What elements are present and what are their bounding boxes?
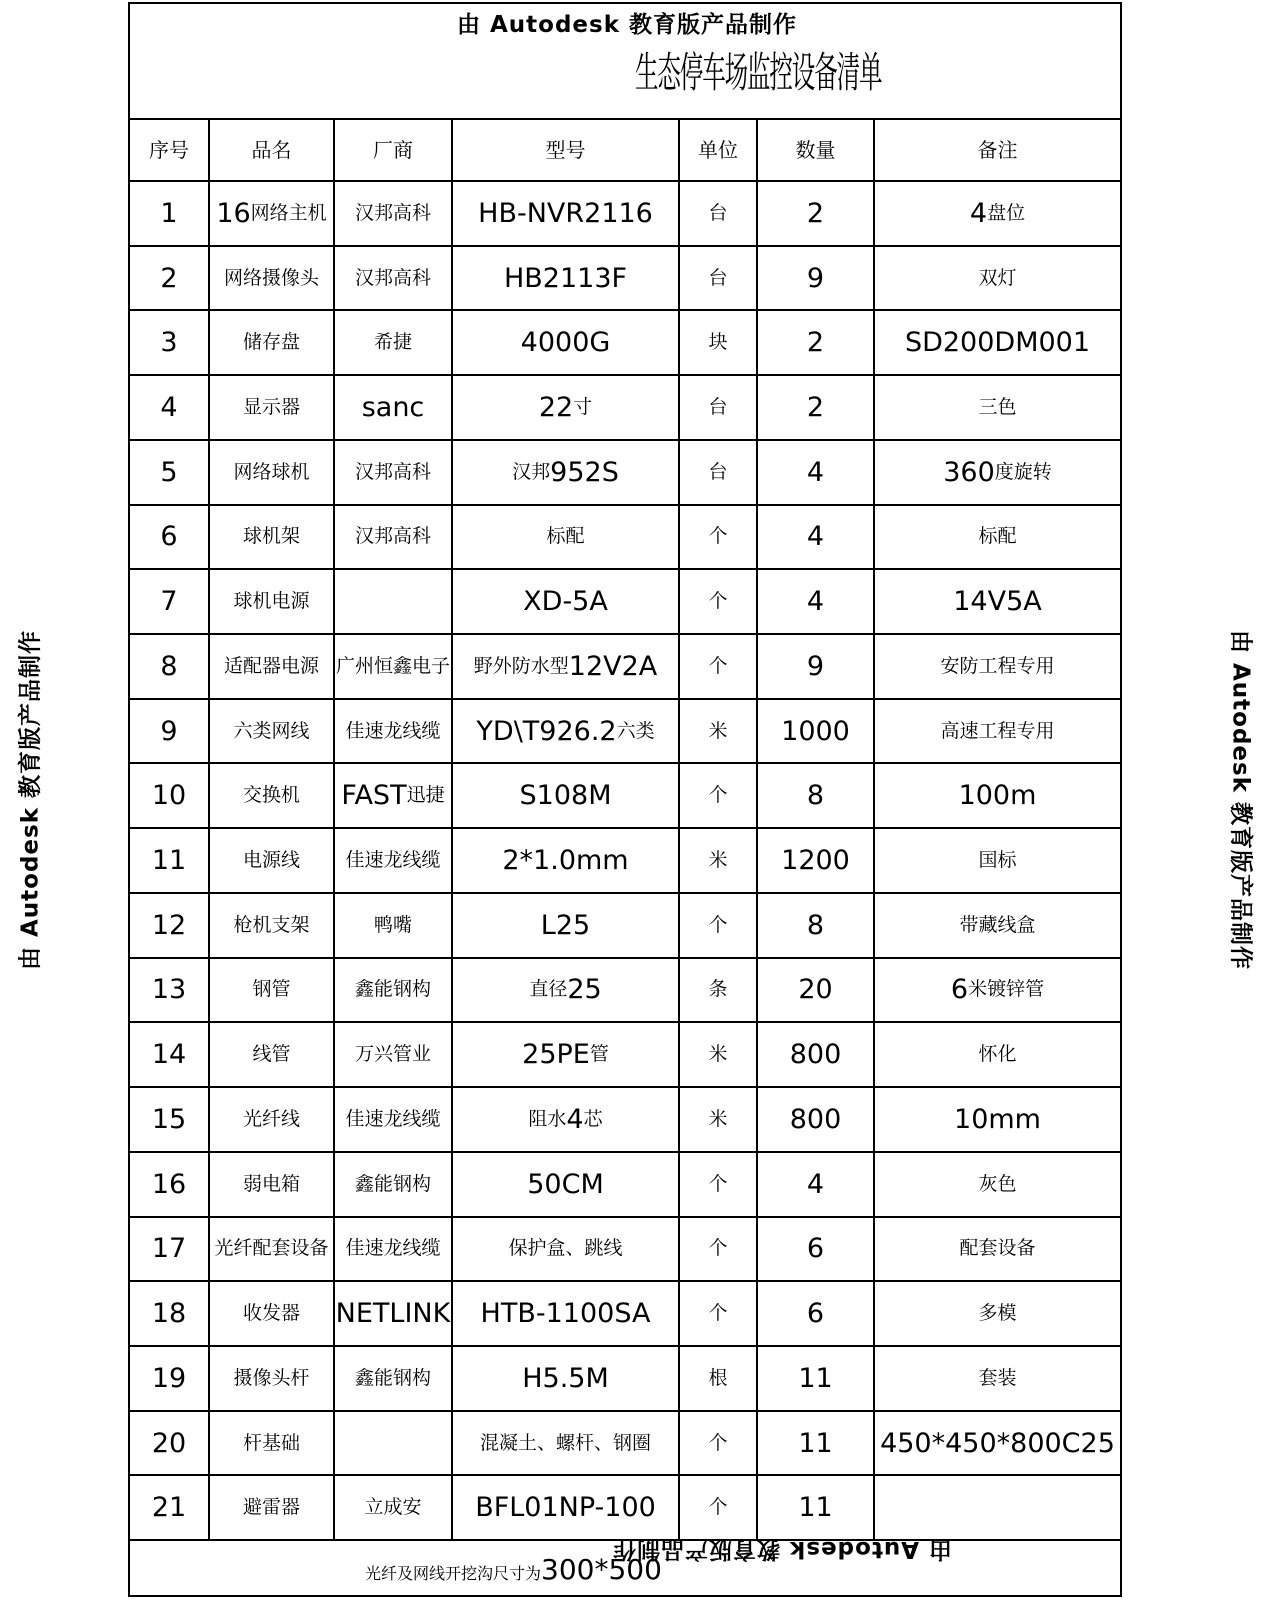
table-header-row — [130, 118, 1120, 180]
table-cell: 保护盒、跳线 — [453, 1218, 680, 1281]
table-cell: 套装 — [978, 1366, 1017, 1389]
table-cell: 个 — [680, 764, 758, 827]
table-row — [130, 374, 1120, 439]
table-cell: 2 — [758, 182, 875, 245]
table-cell: sanc — [335, 376, 453, 439]
footer-note-text: 光纤及网线开挖沟尺寸为 — [365, 1564, 542, 1583]
table-cell: 个 — [680, 1282, 758, 1345]
table-cell: 汉邦高科 — [335, 441, 453, 504]
table-cell: 13 — [130, 959, 210, 1022]
table-row — [130, 439, 1120, 504]
table-cell: 20 — [130, 1412, 210, 1475]
table-row — [130, 633, 1120, 698]
table-cell: 2 — [758, 311, 875, 374]
page-title: 生态停车场监控设备清单 — [635, 48, 882, 97]
table-cell: 汉邦高科 — [335, 247, 453, 310]
table-cell: 三色 — [978, 396, 1017, 419]
table-cell: 2 — [130, 247, 210, 310]
table-row — [130, 1345, 1120, 1410]
table-row — [130, 957, 1120, 1022]
table-cell: 9 — [130, 700, 210, 763]
table-cell: 12 — [130, 894, 210, 957]
table-cell: 个 — [680, 1153, 758, 1216]
table-cell: 4 — [758, 1153, 875, 1216]
table-row — [130, 827, 1120, 892]
footer-note-value: 300*500 — [541, 1553, 662, 1586]
table-cell: 台 — [680, 441, 758, 504]
column-header: 单位 — [680, 120, 758, 180]
table-cell: NETLINK — [335, 1282, 453, 1345]
table-cell: HB-NVR2116 — [453, 182, 680, 245]
equipment-table-body — [130, 180, 1120, 1539]
table-cell: 台 — [680, 247, 758, 310]
table-cell: 收发器 — [210, 1282, 335, 1345]
table-cell: 交换机 — [210, 764, 335, 827]
table-cell: 钢管 — [210, 959, 335, 1022]
table-cell: 个 — [680, 894, 758, 957]
table-cell: 11 — [758, 1412, 875, 1475]
table-cell: 15 — [130, 1088, 210, 1151]
table-cell: 怀化 — [978, 1043, 1017, 1066]
table-cell: 11 — [130, 829, 210, 892]
table-cell: 混凝土、螺杆、钢圈 — [453, 1412, 680, 1475]
table-cell: 万兴管业 — [335, 1023, 453, 1086]
table-cell: 4 — [758, 506, 875, 569]
table-cell: 4000G — [453, 311, 680, 374]
table-cell: 米 — [680, 1023, 758, 1086]
table-cell: 11 — [758, 1476, 875, 1539]
table-cell: HTB-1100SA — [453, 1282, 680, 1345]
column-header: 型号 — [453, 120, 680, 180]
table-cell: 佳速龙线缆 — [335, 700, 453, 763]
table-cell: 6 米镀锌管 — [950, 974, 1045, 1006]
table-row — [130, 892, 1120, 957]
table-cell: 11 — [758, 1347, 875, 1410]
table-cell: 直径 25 — [453, 959, 680, 1022]
table-row — [130, 309, 1120, 374]
title-block — [130, 4, 1120, 118]
column-header: 序号 — [130, 120, 210, 180]
table-cell: 弱电箱 — [210, 1153, 335, 1216]
table-cell: S108M — [453, 764, 680, 827]
table-row — [130, 1474, 1120, 1539]
table-cell: 个 — [680, 506, 758, 569]
autodesk-watermark-top: 由 Autodesk 教育版产品制作 — [456, 12, 798, 38]
table-cell: 4 — [758, 441, 875, 504]
table-cell: 个 — [680, 635, 758, 698]
table-cell: 安防工程专用 — [940, 654, 1055, 677]
table-cell: 球机架 — [210, 506, 335, 569]
table-cell: 21 — [130, 1476, 210, 1539]
table-cell: 佳速龙线缆 — [335, 1088, 453, 1151]
table-cell: YD\T926.2 六类 — [453, 700, 680, 763]
table-cell: 9 — [758, 247, 875, 310]
table-cell: 块 — [680, 311, 758, 374]
table-cell: 希捷 — [335, 311, 453, 374]
table-cell: 网络摄像头 — [210, 247, 335, 310]
table-cell: 多模 — [978, 1302, 1017, 1325]
table-cell: 17 — [130, 1218, 210, 1281]
table-cell: 立成安 — [335, 1476, 453, 1539]
table-footer-row — [130, 1536, 1120, 1595]
table-cell: 25PE 管 — [453, 1023, 680, 1086]
table-cell: 5 — [130, 441, 210, 504]
table-cell: 台 — [680, 182, 758, 245]
table-row — [130, 1410, 1120, 1475]
table-row — [130, 698, 1120, 763]
table-cell: 带藏线盒 — [959, 913, 1036, 936]
table-cell: 8 — [130, 635, 210, 698]
table-row — [130, 245, 1120, 310]
table-cell: 16 网络主机 — [210, 182, 335, 245]
table-cell: 鑫能钢构 — [335, 1347, 453, 1410]
table-cell: 配套设备 — [959, 1237, 1036, 1260]
table-cell: 标配 — [978, 525, 1017, 548]
table-row — [130, 1151, 1120, 1216]
table-row — [130, 1216, 1120, 1281]
table-cell: H5.5M — [453, 1347, 680, 1410]
table-row — [130, 1021, 1120, 1086]
table-cell: 14 — [130, 1023, 210, 1086]
table-cell: 佳速龙线缆 — [335, 829, 453, 892]
table-cell: 4 盘位 — [969, 197, 1026, 229]
table-cell: 电源线 — [210, 829, 335, 892]
table-cell: 枪机支架 — [210, 894, 335, 957]
table-cell: 鑫能钢构 — [335, 959, 453, 1022]
table-cell: 6 — [130, 506, 210, 569]
table-cell: L25 — [453, 894, 680, 957]
table-cell: 14V5A — [953, 586, 1042, 618]
table-cell: 光纤配套设备 — [210, 1218, 335, 1281]
table-cell: 鑫能钢构 — [335, 1153, 453, 1216]
table-cell: 50CM — [453, 1153, 680, 1216]
table-cell: 六类网线 — [210, 700, 335, 763]
table-cell: 阻水 4 芯 — [453, 1088, 680, 1151]
autodesk-watermark-bottom: 由 Autodesk 教育版产品制作 — [611, 1536, 953, 1562]
table-row — [130, 180, 1120, 245]
table-row — [130, 1280, 1120, 1345]
table-cell: 高速工程专用 — [940, 719, 1055, 742]
table-cell: 7 — [130, 570, 210, 633]
table-cell: 10 — [130, 764, 210, 827]
table-cell: 1000 — [758, 700, 875, 763]
table-cell: 3 — [130, 311, 210, 374]
table-cell: 网络球机 — [210, 441, 335, 504]
table-cell: 标配 — [453, 506, 680, 569]
table-cell: 摄像头杆 — [210, 1347, 335, 1410]
table-cell: 汉邦高科 — [335, 506, 453, 569]
table-cell: 10mm — [954, 1103, 1041, 1135]
table-cell: BFL01NP-100 — [453, 1476, 680, 1539]
table-cell: HB2113F — [453, 247, 680, 310]
table-cell: 1200 — [758, 829, 875, 892]
table-cell: 米 — [680, 700, 758, 763]
table-cell: 双灯 — [978, 266, 1017, 289]
table-cell: 鸭嘴 — [335, 894, 453, 957]
table-cell: 16 — [130, 1153, 210, 1216]
table-cell: 450*450*800C25 — [880, 1427, 1115, 1459]
table-cell: 100m — [958, 780, 1037, 812]
table-cell: 6 — [758, 1218, 875, 1281]
table-cell: 20 — [758, 959, 875, 1022]
table-row — [130, 504, 1120, 569]
table-cell: XD-5A — [453, 570, 680, 633]
table-cell: 汉邦 952S — [453, 441, 680, 504]
table-cell: 9 — [758, 635, 875, 698]
table-cell: 佳速龙线缆 — [335, 1218, 453, 1281]
autodesk-watermark-right: 由 Autodesk 教育版产品制作 — [1227, 629, 1254, 971]
table-cell: 4 — [758, 570, 875, 633]
table-cell: 条 — [680, 959, 758, 1022]
table-cell: 2 — [758, 376, 875, 439]
table-cell: 避雷器 — [210, 1476, 335, 1539]
table-cell: 台 — [680, 376, 758, 439]
table-cell: 显示器 — [210, 376, 335, 439]
table-cell: 800 — [758, 1088, 875, 1151]
table-cell: 国标 — [978, 849, 1017, 872]
table-cell: 8 — [758, 894, 875, 957]
table-cell — [875, 1476, 1120, 1539]
column-header: 厂商 — [335, 120, 453, 180]
table-cell: 个 — [680, 570, 758, 633]
table-cell: 杆基础 — [210, 1412, 335, 1475]
table-cell: 800 — [758, 1023, 875, 1086]
table-row — [130, 1086, 1120, 1151]
table-cell: 个 — [680, 1476, 758, 1539]
table-cell — [335, 570, 453, 633]
table-cell: 2*1.0mm — [453, 829, 680, 892]
table-cell: SD200DM001 — [904, 327, 1091, 359]
table-cell: 8 — [758, 764, 875, 827]
table-cell: 根 — [680, 1347, 758, 1410]
table-cell: 个 — [680, 1218, 758, 1281]
table-cell — [335, 1412, 453, 1475]
table-cell: 储存盘 — [210, 311, 335, 374]
column-header: 备注 — [977, 138, 1018, 162]
table-cell: 汉邦高科 — [335, 182, 453, 245]
table-row — [130, 568, 1120, 633]
table-cell: FAST 迅捷 — [335, 764, 453, 827]
table-cell: 22 寸 — [453, 376, 680, 439]
table-cell: 1 — [130, 182, 210, 245]
drawing-sheet — [128, 2, 1122, 1597]
table-cell: 灰色 — [978, 1172, 1017, 1195]
table-cell: 米 — [680, 1088, 758, 1151]
table-row — [130, 762, 1120, 827]
column-header: 数量 — [758, 120, 875, 180]
table-cell: 光纤线 — [210, 1088, 335, 1151]
table-cell: 4 — [130, 376, 210, 439]
column-header: 品名 — [210, 120, 335, 180]
table-cell: 360 度旋转 — [943, 456, 1052, 488]
autodesk-watermark-left: 由 Autodesk 教育版产品制作 — [17, 629, 44, 971]
table-cell: 个 — [680, 1412, 758, 1475]
table-cell: 19 — [130, 1347, 210, 1410]
table-cell: 野外防水型 12V2A — [453, 635, 680, 698]
table-cell: 米 — [680, 829, 758, 892]
table-cell: 广州恒鑫电子 — [335, 635, 453, 698]
table-cell: 18 — [130, 1282, 210, 1345]
table-cell: 适配器电源 — [210, 635, 335, 698]
table-cell: 6 — [758, 1282, 875, 1345]
table-cell: 球机电源 — [210, 570, 335, 633]
table-cell: 线管 — [210, 1023, 335, 1086]
